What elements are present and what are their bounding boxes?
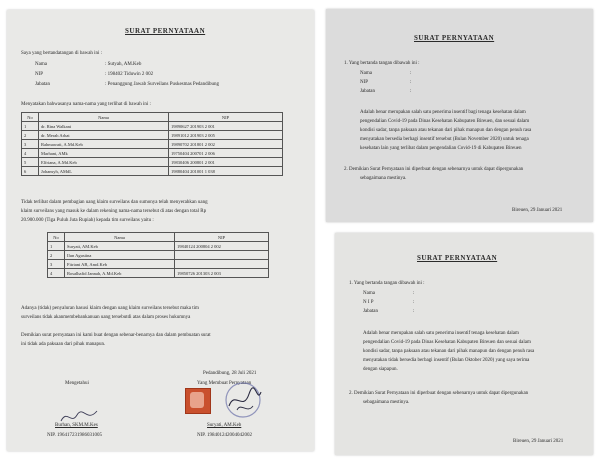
right-signer-nip: NIP. 198401242004042002 — [197, 433, 253, 438]
field-label-nip: NIP — [360, 80, 369, 85]
field-value-nama: : — [413, 291, 415, 296]
body-line-4: menyatakan tidak bersedia berbagi insentif (Bulan Oktober 2020) yang saya terima — [363, 358, 530, 363]
table-cell: dr. Merah Arhat — [39, 131, 169, 140]
table-row — [48, 260, 269, 269]
field-label-nip: NIP — [35, 72, 44, 77]
table-cell: 19891012 201903 2 005 — [169, 131, 283, 140]
paragraph-4-line-2: ini tidak ada paksaan dari pihak manapun. — [21, 342, 106, 347]
paragraph-2-line-2: klaim surveilans yang masuk ke dalam rekening nama-nama tersebut di atas dengan total Rp — [21, 209, 207, 214]
table-cell: 5 — [22, 158, 39, 167]
body-line-2: pengendalian Covid-19 pada Dinas Kesehatan Kabupaten Bireuen, dan sesuai dalam — [360, 119, 530, 124]
field-value-nip: : — [410, 80, 412, 85]
table-cell: 6 — [22, 167, 39, 176]
body-line-3: kondisi sadar, tanpa paksaan atau tekanan dari pihak manapun dan dengan penuh rasa — [360, 128, 532, 133]
field-label-nama: Nama — [35, 62, 47, 67]
field-value-nama: : — [410, 71, 412, 76]
table-header: Nama — [65, 233, 175, 242]
field-label-jabatan: Jabatan — [360, 89, 375, 94]
paragraph-3-line-2: surveilans tidak akanmembebankanuan uang tersebutdi atas dalam proses hukumnya — [21, 315, 191, 320]
item-2-line-1: 2. Demikian Surat Pernyataan ini diperbuat dengan sebenarnya untuk dapat dipergunakan — [349, 391, 529, 396]
table-row — [22, 149, 283, 158]
place-date: Pedandibung, 28 Juli 2021 — [203, 371, 257, 376]
table-cell: 19890702 201801 2 002 — [169, 140, 283, 149]
table-row — [22, 122, 283, 131]
document-title: SURAT PERNYATAAN — [417, 254, 498, 262]
table-row — [22, 167, 283, 176]
left-signer-name: Burhan, SKM.M.Kes — [55, 423, 98, 428]
field-label-nama: Nama — [363, 291, 375, 296]
document-photo-bottom-right — [335, 233, 593, 455]
item-2-line-2: sebagaimana mestinya. — [360, 176, 407, 181]
table-header-row — [22, 113, 283, 122]
table-header-row — [48, 233, 269, 242]
table-cell: 19850726 201303 2 003 — [175, 269, 269, 278]
table-header: No — [48, 233, 65, 242]
body-line-2: pengendalian Covid-19 pada Dinas Kesehatan Kabupaten Bireuen dan sesuai dalam — [363, 340, 531, 345]
table-cell: 4 — [22, 149, 39, 158]
table-cell: 2 — [22, 131, 39, 140]
table-row — [48, 242, 269, 251]
field-value-nama: : Sutyah, AM.Keb — [105, 62, 142, 67]
table-cell: Elfriana, A.Md.Keb — [39, 158, 169, 167]
field-value-jabatan: : — [413, 309, 415, 314]
table-row — [22, 158, 283, 167]
item-2-line-2: sebagaimana mestinya. — [363, 400, 410, 405]
staff-table — [21, 112, 283, 176]
field-value-jabatan: : Penanggung Jawab Surveilans Puskesmas Pedandibung — [105, 82, 220, 87]
table-cell: Suryati, AM.Keb — [65, 242, 175, 251]
paragraph-1: Menyatakan bahwasanya nama-nama yang terlihat di bawah ini : — [21, 102, 151, 107]
table-row — [22, 131, 283, 140]
body-line-5: kesehatan lain yang terlibat dalam pengendalian Covid-19 di Kabupaten Bireuen — [360, 146, 522, 151]
table-header: NIP — [169, 113, 283, 122]
body-line-3: kondisi sadar, tanpa paksaan atau tekanan dari pihak manapun dan dengan penuh rasa — [363, 349, 535, 354]
table-cell: Johansyh, AMdL — [39, 167, 169, 176]
duty-stamp-icon — [185, 388, 211, 414]
left-signer-nip: NIP. 196417231986031005 — [47, 433, 103, 438]
table-header: Nama — [39, 113, 169, 122]
table-cell — [175, 260, 269, 269]
field-value-jabatan: : — [410, 89, 412, 94]
document-title: SURAT PERNYATAAN — [125, 27, 206, 35]
table-cell: 19890627 201903 2 001 — [169, 122, 283, 131]
table-cell: 1 — [22, 122, 39, 131]
field-value-nip: : — [413, 300, 415, 305]
field-label-jabatan: Jabatan — [35, 82, 50, 87]
table-cell: Fitriani AB, Amd.Keb — [65, 260, 175, 269]
table-header: No — [22, 113, 39, 122]
table-header: NIP — [175, 233, 269, 242]
body-line-4: menyatakan bersedia berhagi insentif tersebut (Bulan November 2020) untuk tenaga — [360, 137, 529, 142]
item-1-text: 1. Yang bertanda tangan dibawah ini : — [349, 281, 425, 286]
paragraph-2-line-3: 20.900.000 (Tiga Puluh Juta Rupiah) kepada tim surveilans yaitu : — [21, 218, 154, 223]
team-table — [47, 232, 269, 278]
table-cell: 3 — [22, 140, 39, 149]
table-cell: dr. Rina Walkani — [39, 122, 169, 131]
table-row — [48, 269, 269, 278]
right-signer-role: Yang Membuat Pernyataan — [197, 381, 252, 386]
table-cell: Marhani, AMk — [39, 149, 169, 158]
table-cell: 19840124 200804 2 002 — [175, 242, 269, 251]
field-value-nip: : 198402 Tiduwin 2 002 — [105, 72, 154, 77]
table-cell: 2 — [48, 251, 65, 260]
document-date: Bireuen, 29 Januari 2021 — [513, 439, 564, 444]
official-seal-icon — [223, 380, 263, 420]
body-line-1: Adalah benar merupakan salah satu penerima insentif tenaga kesehatan dalam — [363, 331, 519, 336]
table-cell: 19750404 200701 2 006 — [169, 149, 283, 158]
table-row — [22, 140, 283, 149]
paragraph-3-line-1: Adanya (tidak) penyaluran hasusi klaim dengan uang klaim surveilans tersebut maka tim — [21, 306, 199, 311]
document-photo-left — [7, 10, 314, 451]
intro-text: Saya yang bertandatangan di bawah ini : — [21, 51, 103, 56]
table-row — [48, 251, 269, 260]
table-cell: Ilun Agustina — [65, 251, 175, 260]
left-signer-role: Mengetahui — [65, 381, 89, 386]
document-photo-top-right — [326, 9, 593, 222]
table-cell: Rahmawati, A.Md.Keb — [39, 140, 169, 149]
table-cell: 3 — [48, 260, 65, 269]
paragraph-4-line-1: Demikian surat pernyataan ini kami buat dengan sebenar-benarnya dan dalam pembuatan surat — [21, 333, 211, 338]
document-title: SURAT PERNYATAAN — [414, 34, 495, 42]
document-date: Bireuen, 29 Januari 2021 — [512, 208, 563, 213]
table-cell: Rosalhafid Jannah, A.Md.Keb — [65, 269, 175, 278]
table-cell: 1 — [48, 242, 65, 251]
body-line-5: dengan siapapun. — [363, 367, 398, 372]
field-label-nip: N I P — [363, 300, 374, 305]
table-cell: 19830406 200801 2 001 — [169, 158, 283, 167]
paragraph-2-line-1: Tidak terlibat dalam pembagian uang klaim surveilans dan sumonya telah menyerahkan uang — [21, 200, 208, 205]
table-cell — [175, 251, 269, 260]
item-2-line-1: 2. Demikian Surat Pernyataan ini diperbuat dengan sebenarnya untuk dapat dipergunakan — [344, 167, 524, 172]
right-signer-name: Suryati, AM.Keb — [207, 423, 242, 428]
table-cell: 19880404 201001 1 038 — [169, 167, 283, 176]
body-line-1: Adalah benar merupakan salah satu penerima insentif bagi tenaga kesehatan dalam — [360, 110, 526, 115]
item-1-text: 1. Yang bertanda tangan dibawah ini : — [344, 61, 420, 66]
table-cell: 4 — [48, 269, 65, 278]
field-label-nama: Nama — [360, 71, 372, 76]
field-label-jabatan: Jabatan — [363, 309, 378, 314]
